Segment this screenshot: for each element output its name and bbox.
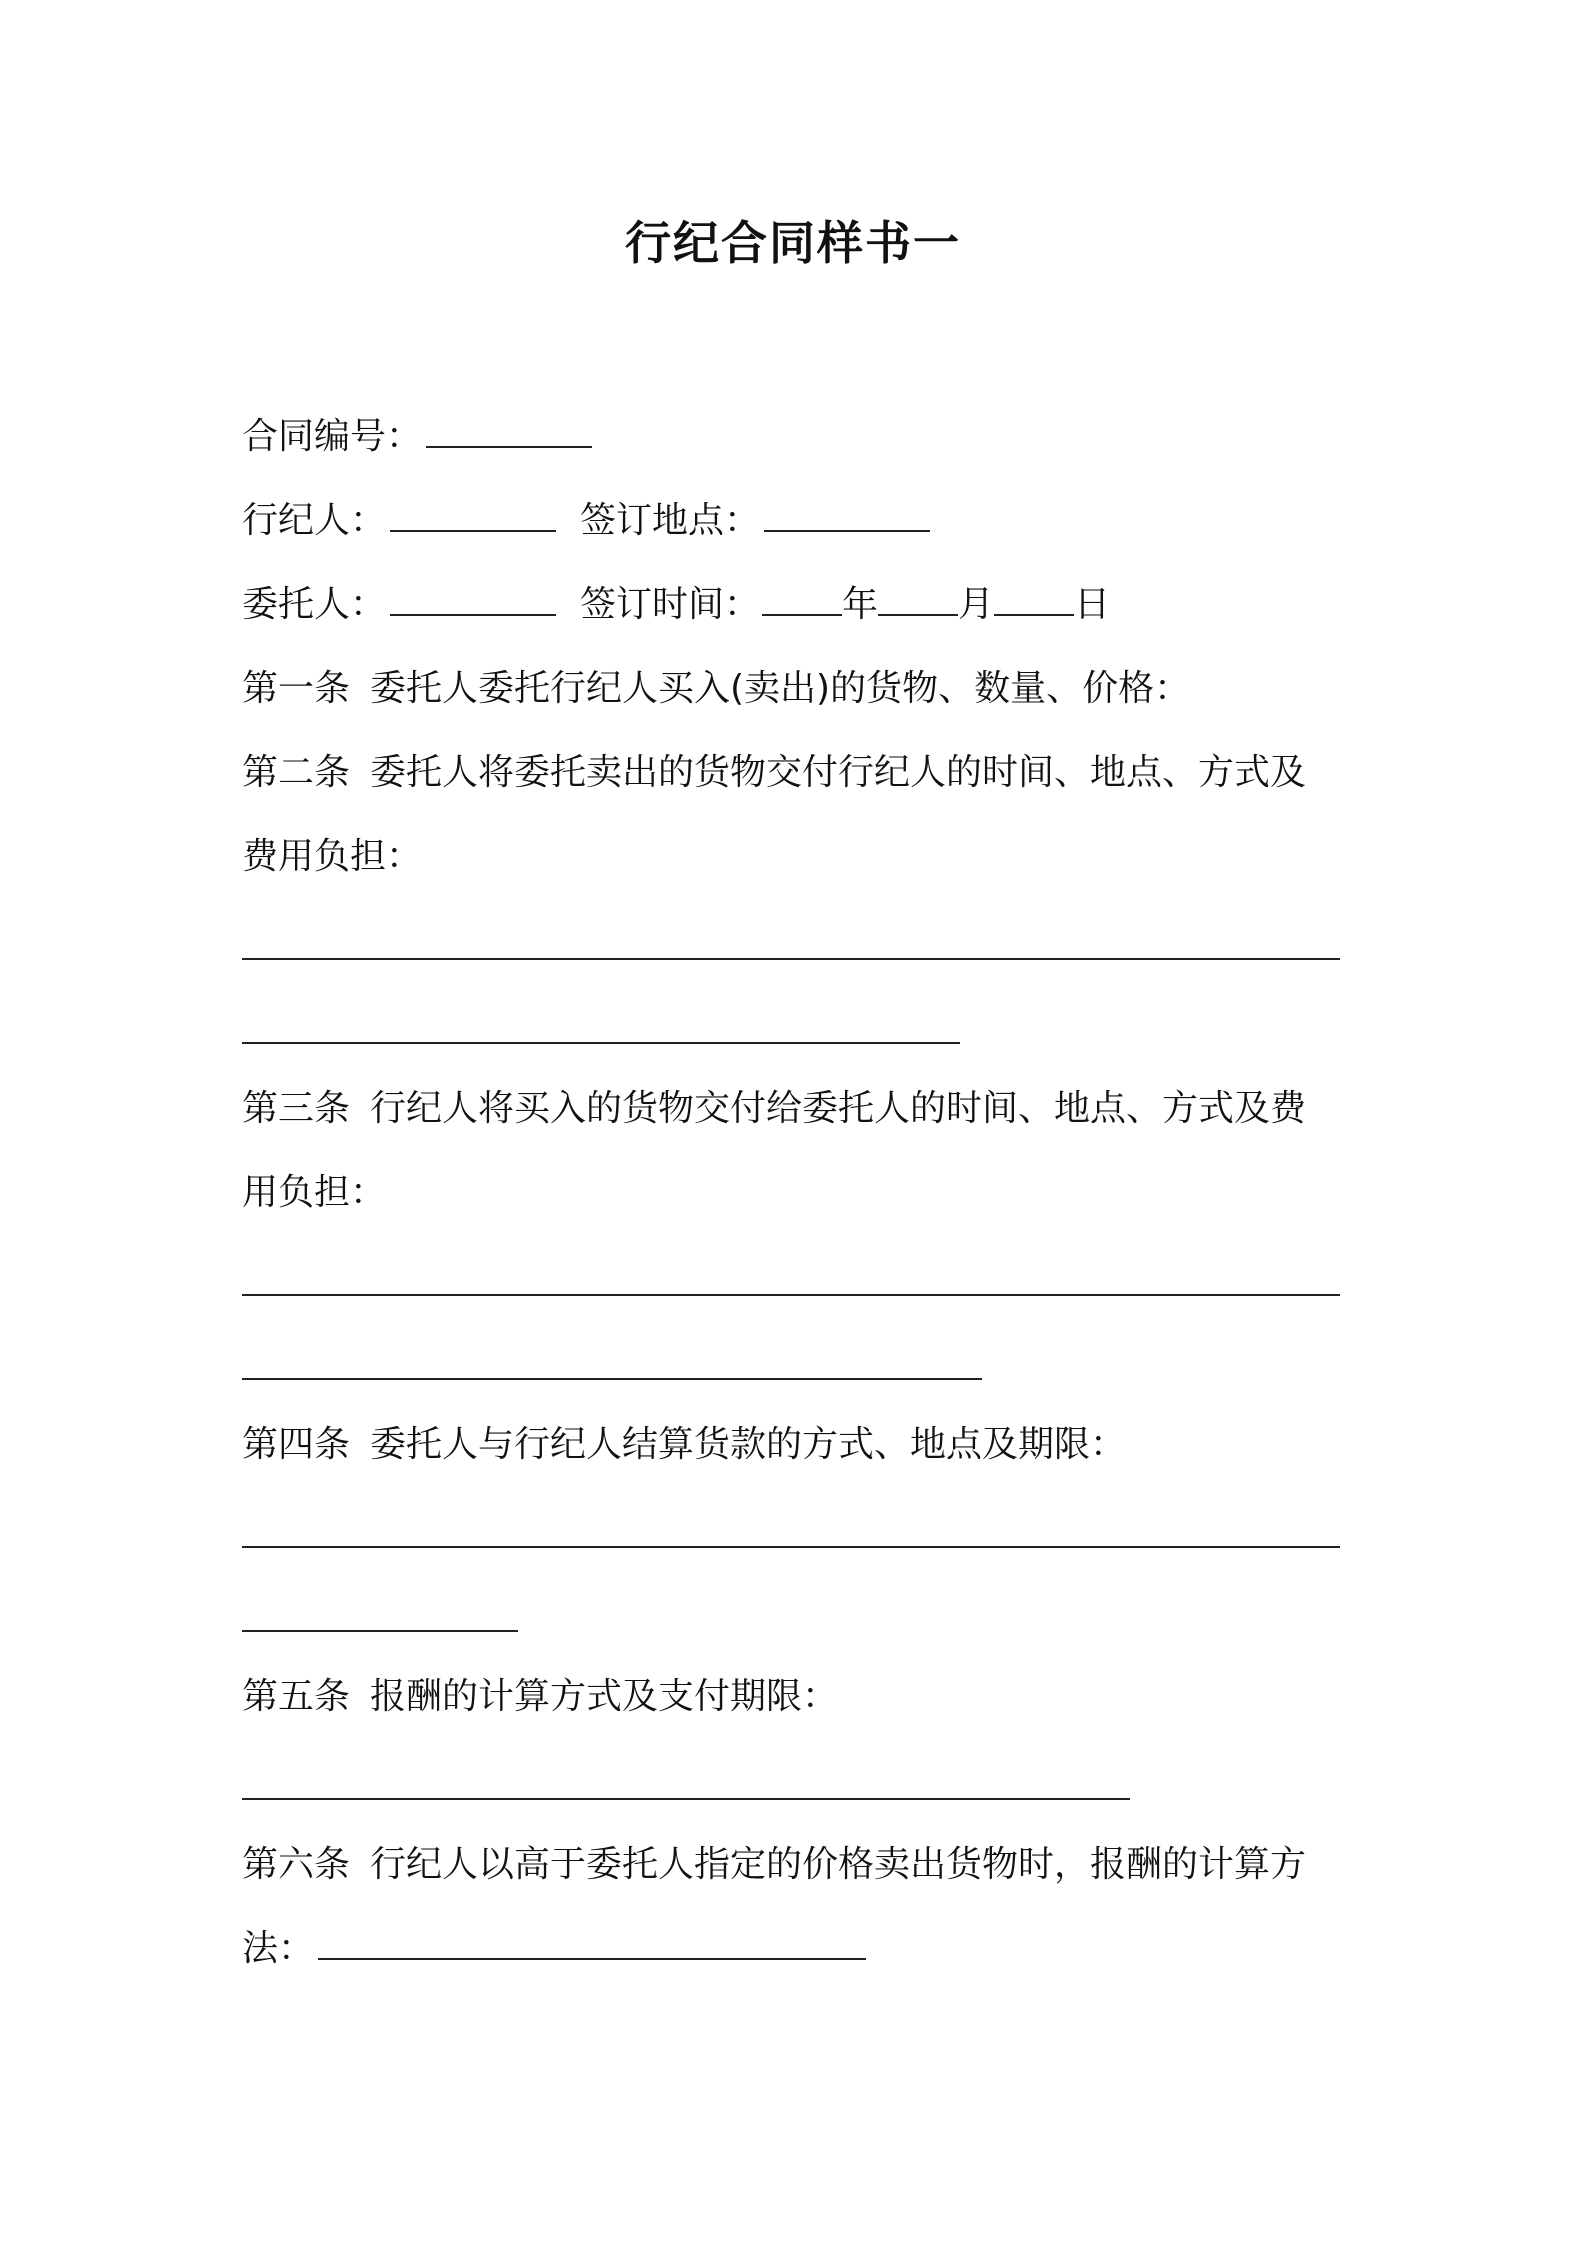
article-3-answer-line-1[interactable] (242, 1294, 1340, 1296)
year-blank[interactable] (762, 580, 842, 616)
article-3-continued: 用负担： (242, 1172, 387, 1213)
contract-number-line (242, 412, 596, 462)
article-1 (242, 664, 1190, 714)
article-2-text: 委托人将委托卖出的货物交付行纪人的时间、地点、方式及 (370, 752, 1307, 793)
article-3-number: 第三条 (242, 1088, 351, 1129)
day-blank[interactable] (994, 580, 1074, 616)
article-6-continued (242, 1924, 870, 1974)
broker-line (242, 496, 934, 546)
article-4 (242, 1420, 1126, 1470)
article-6-continued-text: 法： (242, 1928, 315, 1969)
client-line (242, 580, 1110, 630)
article-5 (242, 1672, 838, 1722)
client-blank[interactable] (390, 580, 556, 616)
article-2-answer-line-2[interactable] (242, 1042, 960, 1044)
article-3-text: 行纪人将买入的货物交付给委托人的时间、地点、方式及费 (370, 1088, 1307, 1129)
month-label: 月 (958, 584, 995, 625)
sign-place-label: 签订地点： (580, 500, 761, 541)
year-label: 年 (842, 584, 879, 625)
article-3 (242, 1084, 1306, 1134)
month-blank[interactable] (878, 580, 958, 616)
article-2-number: 第二条 (242, 752, 351, 793)
article-2-answer-line-1[interactable] (242, 958, 1340, 960)
article-4-number: 第四条 (242, 1424, 351, 1465)
sign-time-label: 签订时间： (580, 584, 761, 625)
article-6-number: 第六条 (242, 1844, 351, 1885)
article-4-answer-line-1[interactable] (242, 1546, 1340, 1548)
article-5-text: 报酬的计算方式及支付期限： (370, 1676, 839, 1717)
article-4-answer-line-2[interactable] (242, 1630, 518, 1632)
article-5-answer-line[interactable] (242, 1798, 1130, 1800)
day-label: 日 (1074, 584, 1111, 625)
article-1-text: 委托人委托行纪人买入(卖出)的货物、数量、价格： (370, 668, 1191, 709)
client-label: 委托人： (242, 584, 387, 625)
article-6-answer-blank[interactable] (318, 1924, 866, 1960)
broker-blank[interactable] (390, 496, 556, 532)
article-1-number: 第一条 (242, 668, 351, 709)
contract-number-label: 合同编号： (242, 416, 423, 457)
sign-place-blank[interactable] (764, 496, 930, 532)
article-6 (242, 1840, 1306, 1890)
article-6-text: 行纪人以高于委托人指定的价格卖出货物时，报酬的计算方 (370, 1844, 1307, 1885)
article-4-text: 委托人与行纪人结算货款的方式、地点及期限： (370, 1424, 1127, 1465)
article-2-continued: 费用负担： (242, 836, 423, 877)
broker-label: 行纪人： (242, 500, 387, 541)
document-title: 行纪合同样书一 (625, 216, 961, 270)
article-3-answer-line-2[interactable] (242, 1378, 982, 1380)
contract-number-blank[interactable] (426, 412, 592, 448)
article-2 (242, 748, 1306, 798)
article-5-number: 第五条 (242, 1676, 351, 1717)
